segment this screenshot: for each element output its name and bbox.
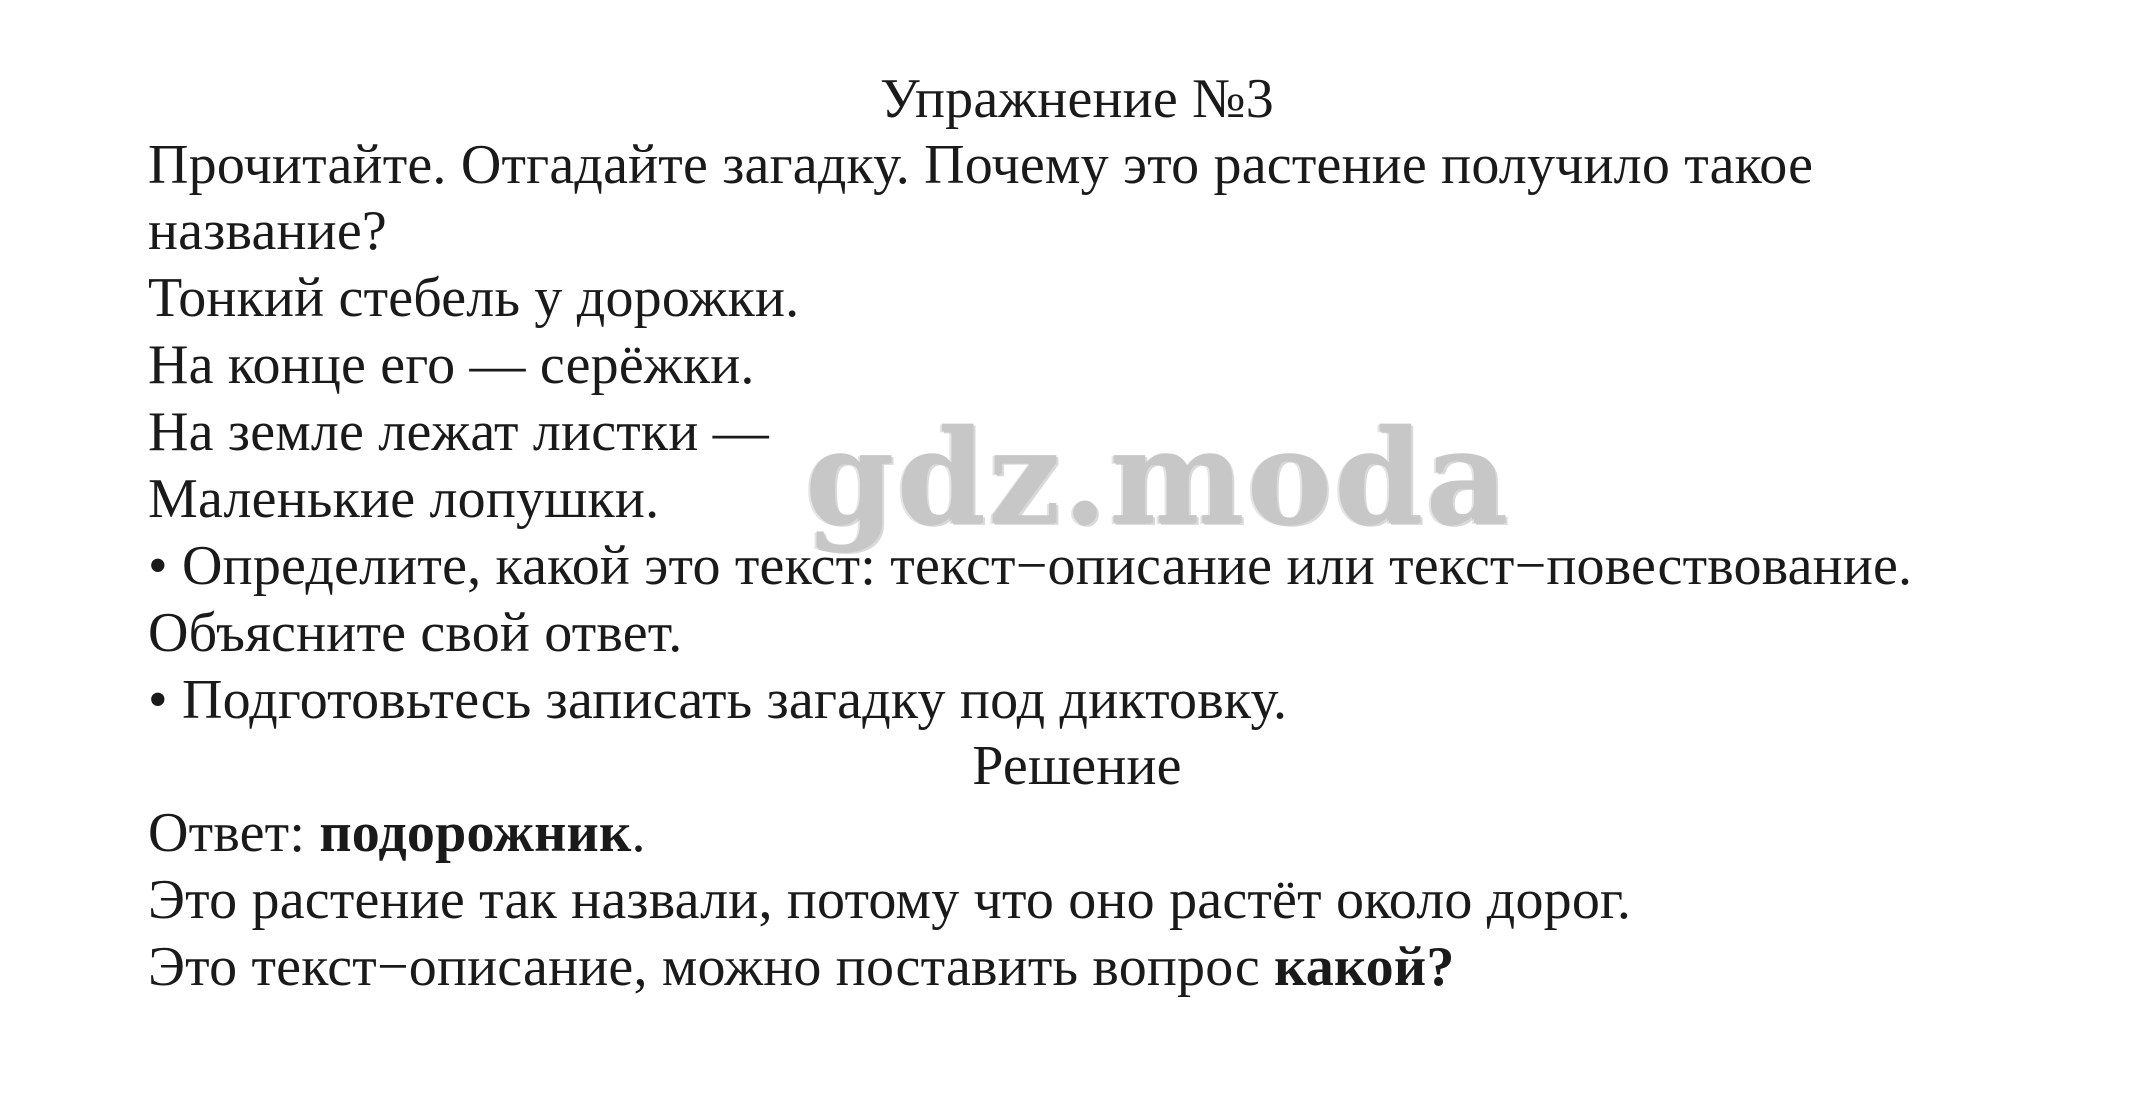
exercise-title: Упражнение №3	[880, 68, 1274, 130]
cut-off-footer-text	[910, 1085, 1330, 1099]
exercise-prompt-line-2: название?	[148, 200, 387, 262]
watermark-logo: gdz.moda	[805, 401, 1511, 555]
answer-suffix: .	[631, 802, 646, 864]
text-type-question: какой?	[1274, 936, 1455, 998]
solution-heading: Решение	[972, 735, 1182, 797]
riddle-line-2: На конце его — серёжки.	[148, 334, 755, 396]
task-2: • Подготовьтесь записать загадку под диктовку.	[148, 669, 1288, 731]
answer-word: подорожник	[319, 802, 632, 864]
task-1-line-2: Объясните свой ответ.	[148, 602, 683, 664]
answer-prefix: Ответ:	[148, 802, 320, 864]
exercise-prompt-line-1: Прочитайте. Отгадайте загадку. Почему это растение получило такое	[148, 134, 1814, 196]
riddle-line-4: Маленькие лопушки.	[148, 468, 660, 530]
riddle-line-3: На земле лежат листки —	[148, 401, 769, 463]
explanation-line: Это растение так назвали, потому что оно растёт около дорог.	[148, 869, 1632, 931]
riddle-line-1: Тонкий стебель у дорожки.	[148, 267, 800, 329]
text-type-line	[148, 934, 1455, 1000]
task-1-line-1: • Определите, какой это текст: текст−описание или текст−повествование.	[148, 535, 1913, 597]
text-type-prefix: Это текст−описание, можно поставить вопрос	[148, 936, 1275, 998]
answer-line	[148, 800, 646, 866]
